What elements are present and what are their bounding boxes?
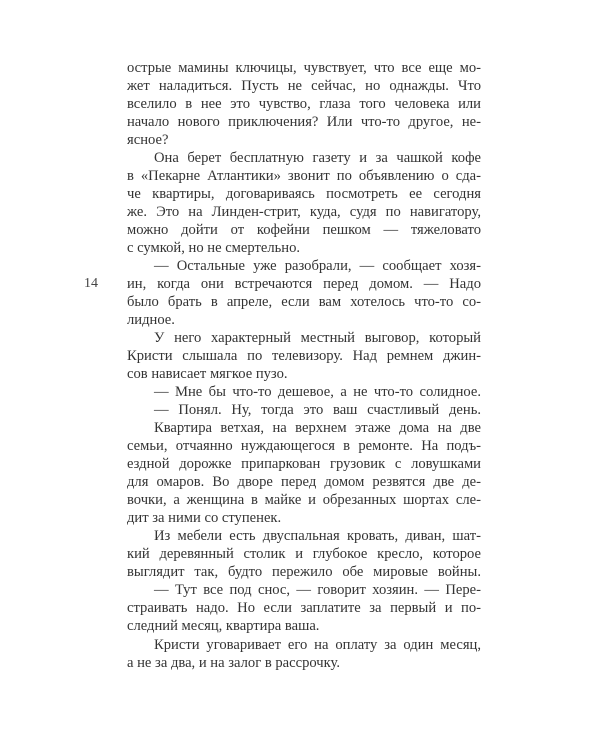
- text-line: было брать в апреле, если вам хотелось что-то со-: [127, 294, 481, 311]
- text-line: же. Это на Линден-стрит, куда, судя по навигатору,: [127, 204, 481, 221]
- text-line: — Тут все под снос, — говорит хозяин. — Пере-: [154, 582, 481, 599]
- text-line: жет наладиться. Пусть не сейчас, но однажды. Что: [127, 78, 481, 95]
- text-line: че квартиры, договариваясь посмотреть ее сегодня: [127, 186, 481, 203]
- text-line: вочки, а женщина в майке и обрезанных шортах сле-: [127, 492, 481, 509]
- text-line: дит за ними со ступенек.: [127, 510, 282, 527]
- text-line: выглядит так, будто пережило обе мировые войны.: [127, 564, 481, 581]
- text-line: — Остальные уже разобрали, — сообщает хозя-: [154, 258, 481, 275]
- text-line: Квартира ветхая, на верхнем этаже дома на две: [154, 420, 481, 437]
- text-line: с сумкой, но не смертельно.: [127, 240, 301, 257]
- text-line: ин, когда они встречаются перед домом. — Надо: [127, 276, 481, 293]
- text-line: — Мне бы что-то дешевое, а не что-то солидное.: [154, 384, 481, 401]
- text-line: вселило в нее это чувство, глаза того человека или: [127, 96, 481, 113]
- body-text: [127, 59, 481, 672]
- text-line: сов нависает мягкое пузо.: [127, 366, 288, 383]
- text-line: Кристи слышала по телевизору. Над ремнем джин-: [127, 348, 481, 365]
- text-line: кий деревянный столик и глубокое кресло, которое: [127, 546, 481, 563]
- text-line: Из мебели есть двуспальная кровать, диван, шат-: [154, 528, 481, 545]
- page-number: 14: [84, 276, 98, 291]
- text-line: в «Пекарне Атлантики» звонит по объявлению о сда-: [127, 168, 481, 185]
- text-line: начало нового приключения? Или что-то другое, не-: [127, 114, 481, 131]
- text-line: лидное.: [127, 312, 175, 329]
- text-line: Кристи уговаривает его на оплату за один месяц,: [154, 636, 481, 653]
- text-line: — Понял. Ну, тогда это ваш счастливый день.: [154, 402, 481, 419]
- text-line: ясное?: [127, 132, 169, 149]
- text-line: а не за два, и на залог в рассрочку.: [127, 654, 341, 671]
- text-line: острые мамины ключицы, чувствует, что все еще мо-: [127, 60, 481, 76]
- text-line: можно дойти от кофейни пешком — тяжеловато: [127, 222, 481, 239]
- text-line: страивать надо. Но если заплатите за первый и по-: [127, 600, 481, 617]
- text-line: ездной дорожке припаркован грузовик с ловушками: [127, 456, 481, 473]
- text-line: для омаров. Во дворе перед домом резвятся две де-: [127, 474, 481, 491]
- text-line: Она берет бесплатную газету и за чашкой кофе: [154, 150, 481, 167]
- text-line: следний месяц, квартира ваша.: [127, 618, 320, 635]
- text-line: семьи, отчаянно нуждающегося в ремонте. На подъ-: [127, 438, 481, 455]
- text-line: У него характерный местный выговор, который: [154, 330, 481, 347]
